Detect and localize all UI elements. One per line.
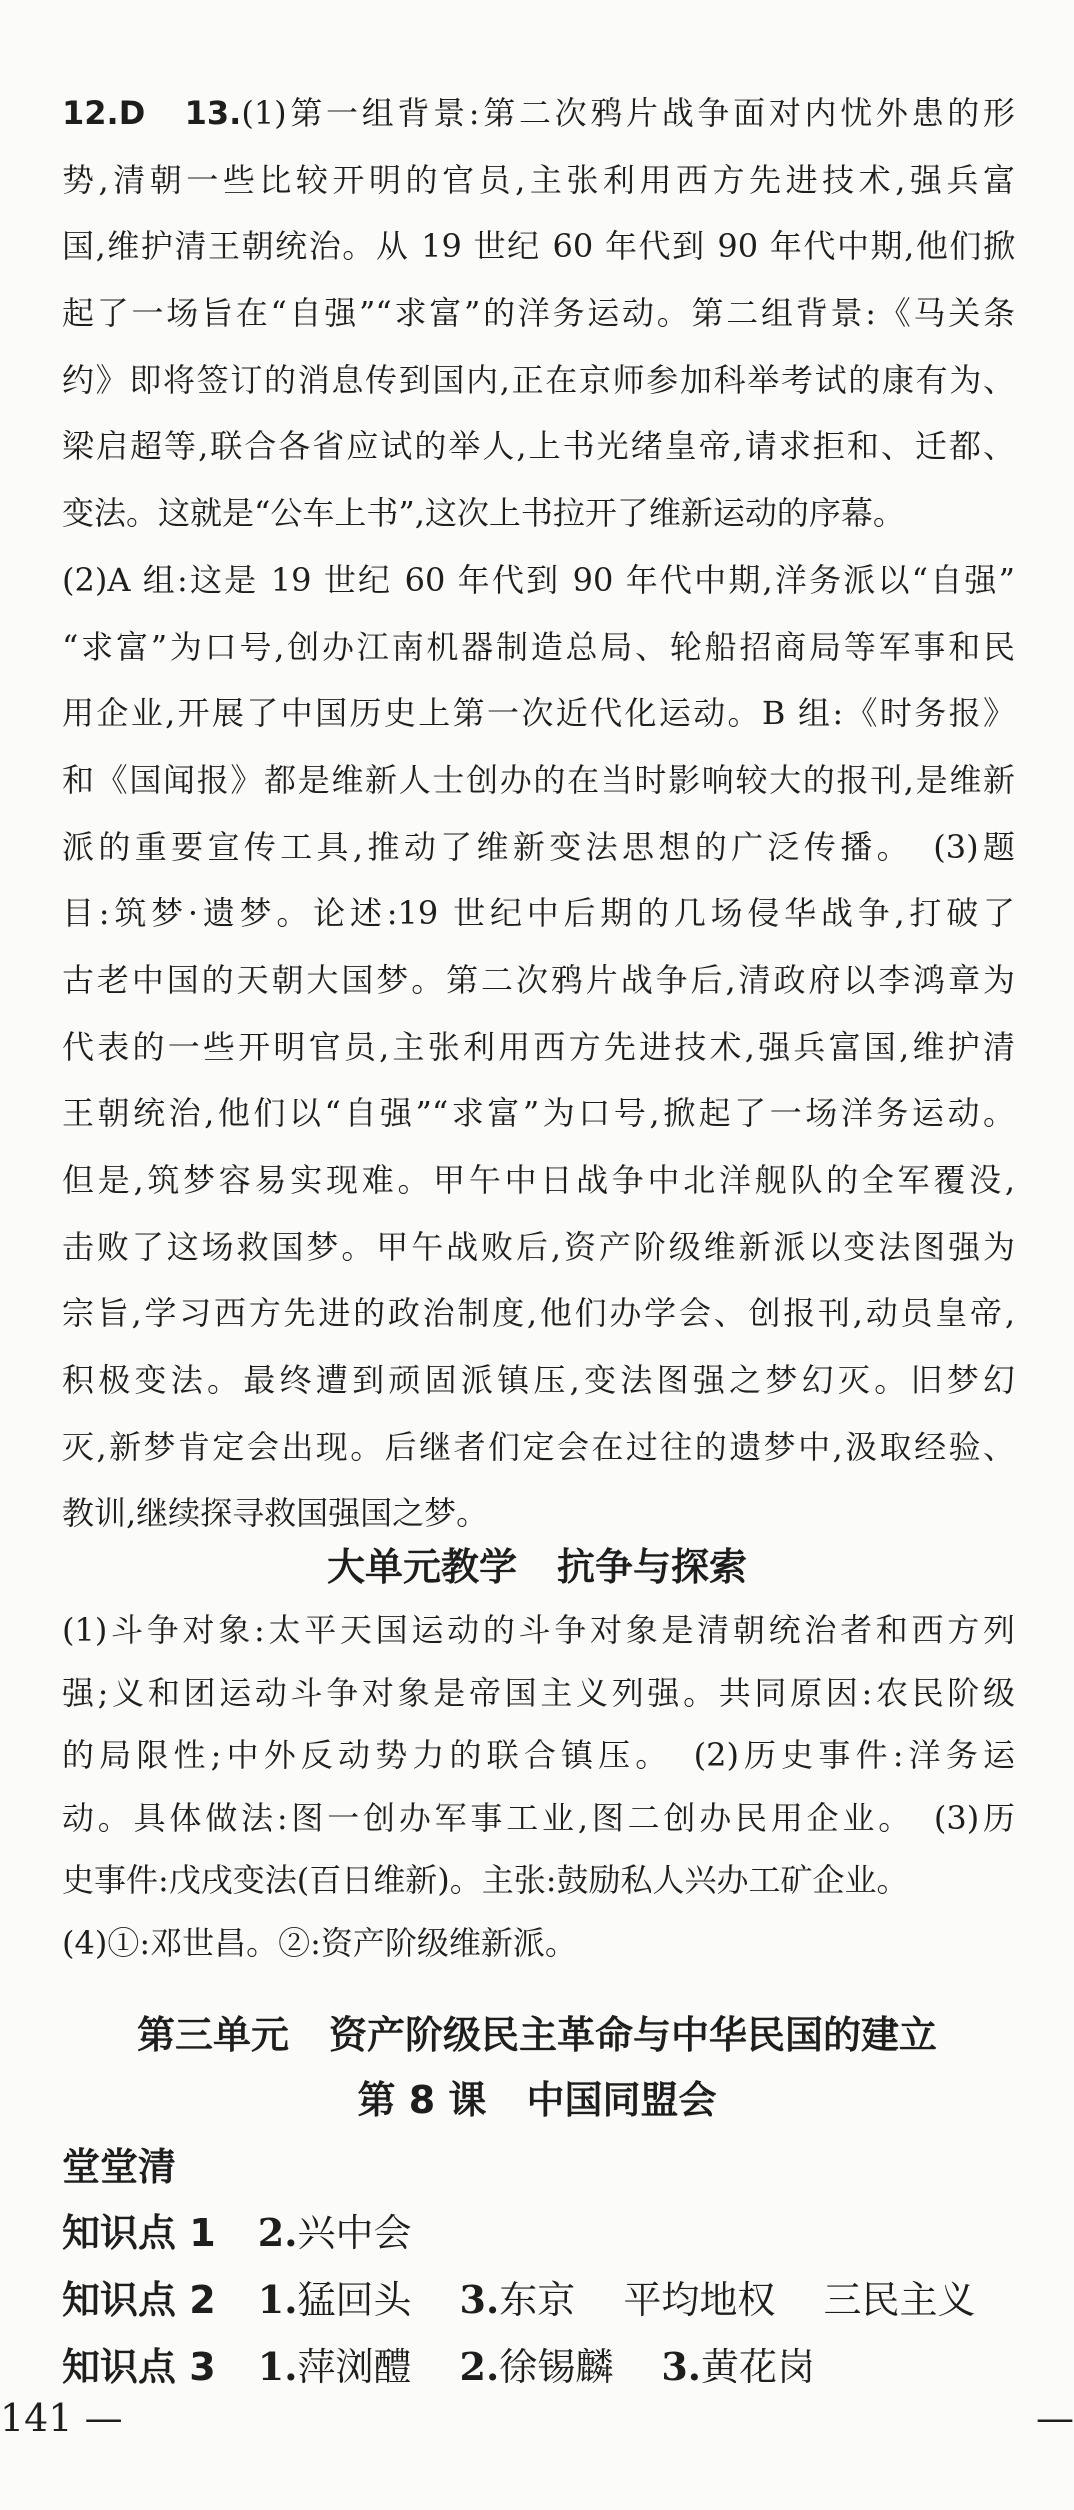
kp-label: 知识点 2 (62, 2278, 216, 2322)
review-line: (4)①:邓世昌。②:资产阶级维新派。 (62, 1923, 577, 1962)
unit-review-heading (0, 1542, 1074, 1592)
answer-line: 积极变法。最终遭到顽固派镇压,变法图强之梦幻灭。旧梦幻 (62, 1361, 1015, 1400)
answer-line: 派的重要宣传工具,推动了维新变法思想的广泛传播。 (3)题 (62, 827, 1015, 866)
answer-line: 梁启超等,联合各省应试的举人,上书光绪皇帝,请求拒和、迁都、 (62, 427, 1015, 466)
review-line: 的局限性;中外反动势力的联合镇压。 (2)历史事件:洋务运 (62, 1736, 1015, 1775)
kp-item-text: 平均地权 (623, 2278, 776, 2322)
knowledge-point-1 (62, 2208, 447, 2258)
kp-item-number: 1. (257, 2344, 298, 2389)
answer-13-number: 13. (184, 94, 242, 132)
unit-3-heading (0, 2010, 1074, 2060)
knowledge-point-2 (62, 2275, 1011, 2325)
kp-item-number: 2. (257, 2210, 298, 2255)
answer-line: 变法。这就是“公车上书”,这次上书拉开了维新运动的序幕。 (62, 494, 905, 533)
answer-12: 12.D (62, 94, 146, 132)
answer-line: 用企业,开展了中国历史上第一次近代化运动。B 组:《时务报》 (62, 694, 1015, 733)
answer-line: 目:筑梦·遗梦。论述:19 世纪中后期的几场侵华战争,打破了 (62, 894, 1015, 933)
lesson-title: 中国同盟会 (526, 2078, 717, 2122)
kp-item-text: 黄花岗 (701, 2345, 816, 2389)
unit-review-title: 大单元教学 (326, 1545, 517, 1589)
review-line: (1)斗争对象:太平天国运动的斗争对象是清朝统治者和西方列 (62, 1611, 1015, 1649)
lesson-number: 第 8 课 (357, 2078, 487, 2122)
answer-line: 约》即将签订的消息传到国内,正在京师参加科举考试的康有为、 (62, 360, 1015, 399)
answer-line: 古老中国的天朝大国梦。第二次鸦片战争后,清政府以李鸿章为 (62, 960, 1015, 999)
kp-item-text: 东京 (499, 2278, 576, 2322)
answer-line: 宗旨,学习西方先进的政治制度,他们办学会、创报刊,动员皇帝, (62, 1294, 1015, 1333)
kp-label: 知识点 3 (62, 2345, 216, 2389)
answer-text: (1)第一组背景:第二次鸦片战争面对内忧外患的形 (241, 94, 1015, 132)
answer-line-1 (62, 80, 1015, 147)
answer-line: 王朝统治,他们以“自强”“求富”为口号,掀起了一场洋务运动。 (62, 1094, 1015, 1133)
page-edge-dash: — (1036, 2396, 1074, 2440)
kp-item-number: 3. (661, 2344, 701, 2389)
answer-line: “求富”为口号,创办江南机器制造总局、轮船招商局等军事和民 (62, 627, 1015, 666)
kp-item-text: 兴中会 (297, 2211, 412, 2255)
kp-label: 知识点 1 (62, 2211, 216, 2255)
answer-line: 灭,新梦肯定会出现。后继者们定会在过往的遗梦中,汲取经验、 (62, 1427, 1015, 1466)
answers-block-12-13 (62, 80, 1015, 1547)
kp-item-number: 1. (257, 2277, 298, 2322)
answer-line: 击败了这场救国梦。甲午战败后,资产阶级维新派以变法图强为 (62, 1227, 1015, 1266)
unit-3-title: 资产阶级民主革命与中华民国的建立 (329, 2013, 938, 2057)
kp-item-number: 2. (459, 2344, 500, 2389)
kp-item-text: 猛回头 (297, 2278, 412, 2322)
review-line: 史事件:戊戌变法(百日维新)。主张:鼓励私人兴办工矿企业。 (62, 1861, 909, 1900)
lesson-heading (0, 2075, 1074, 2125)
kp-item-text: 三民主义 (823, 2278, 976, 2322)
kp-item-text: 萍浏醴 (297, 2345, 412, 2389)
answer-line: 和《国闻报》都是维新人士创办的在当时影响较大的报刊,是维新 (62, 760, 1015, 799)
unit-3-label: 第三单元 (136, 2013, 289, 2057)
unit-review-answers (62, 1599, 1015, 1975)
review-line: 动。具体做法:图一创办军事工业,图二创办民用企业。 (3)历 (62, 1798, 1015, 1837)
answer-line: 教训,继续探寻救国强国之梦。 (62, 1494, 489, 1533)
page-number: 141 — (0, 2396, 123, 2440)
answer-line: 国,维护清王朝统治。从 19 世纪 60 年代到 90 年代中期,他们掀 (62, 227, 1015, 266)
answer-line: (2)A 组:这是 19 世纪 60 年代到 90 年代中期,洋务派以“自强” (62, 560, 1015, 599)
answer-line: 但是,筑梦容易实现难。甲午中日战争中北洋舰队的全军覆没, (62, 1161, 1015, 1199)
kp-item-number: 3. (459, 2277, 500, 2322)
section-heading: 堂堂清 (62, 2145, 177, 2189)
kp-item-text: 徐锡麟 (499, 2345, 614, 2389)
answer-line: 代表的一些开明官员,主张利用西方先进技术,强兵富国,维护清 (62, 1027, 1015, 1066)
unit-review-subtitle: 抗争与探索 (557, 1545, 748, 1589)
review-line: 强;义和团运动斗争对象是帝国主义列强。共同原因:农民阶级 (62, 1673, 1015, 1712)
knowledge-point-3 (62, 2342, 851, 2392)
answer-line: 势,清朝一些比较开明的官员,主张利用西方先进技术,强兵富 (62, 160, 1015, 199)
answer-line: 起了一场旨在“自强”“求富”的洋务运动。第二组背景:《马关条 (62, 294, 1015, 333)
